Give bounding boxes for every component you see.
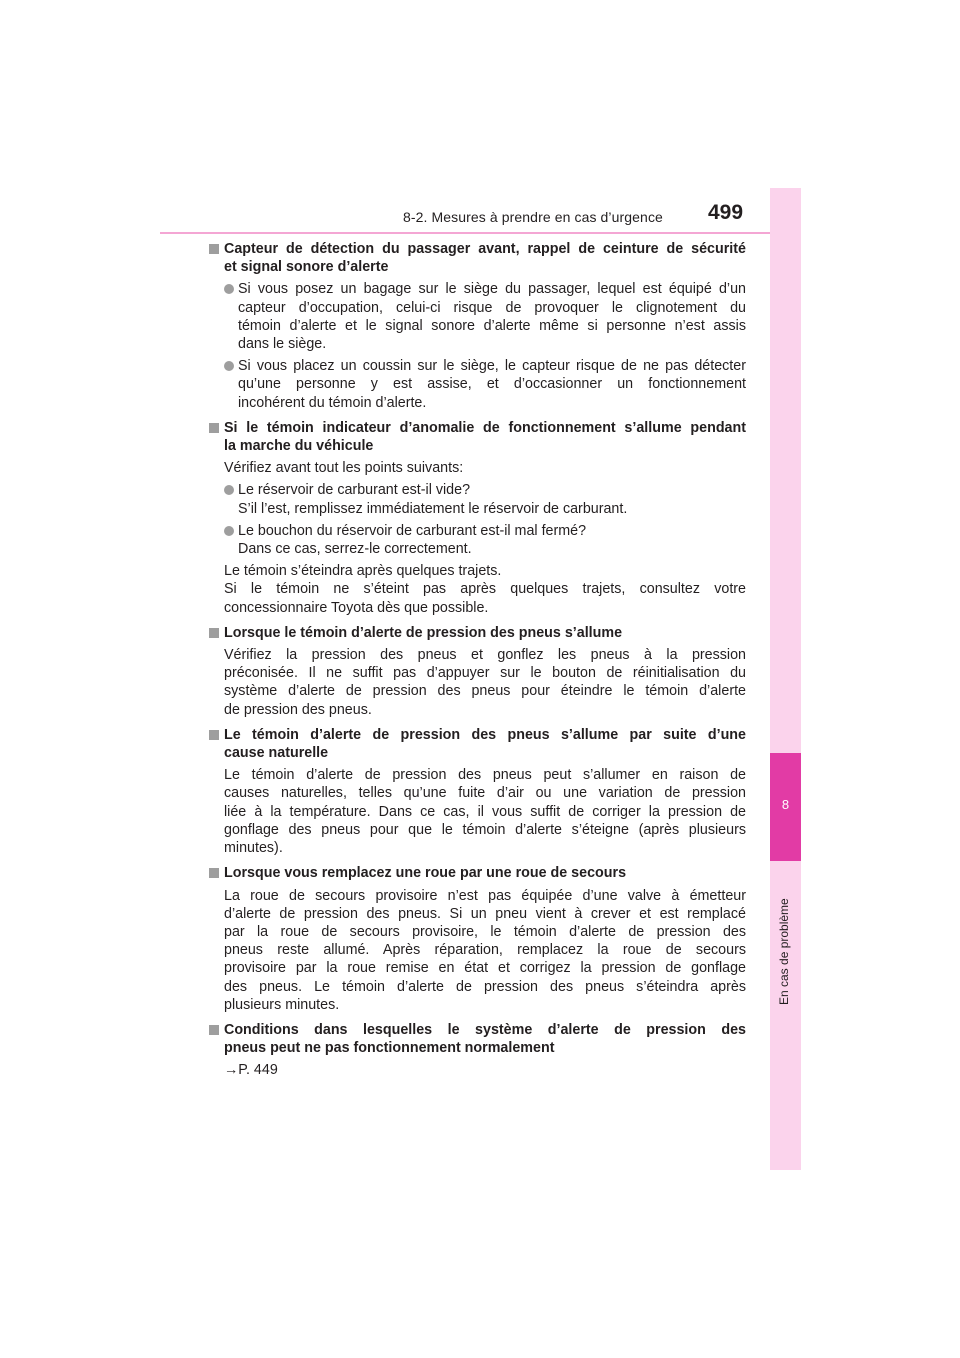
section-heading: Si le témoin indicateur d’anomalie de fonctionnement s’allume pendant la marche du véhicule (208, 419, 746, 455)
square-bullet-icon (209, 628, 219, 638)
list-item: Si vous placez un coussin sur le siège, le capteur risque de ne pas détecter qu’une personne y est assise, et d’occasionner un fonctionnement incohérent du témoin d’alerte. (208, 357, 746, 412)
section-heading: Lorsque le témoin d’alerte de pression des pneus s’allume (208, 624, 746, 642)
paragraph: Le témoin d’alerte de pression des pneus peut s’allumer en raison de causes naturelles, telles qu’une fuite d’air ou une variation de pression liée à la température. Dans ce cas, il vous suffit de corriger la pression de gonflage des pneus pour que le témoin d’alerte s’éteigne (après plusieurs minutes). (224, 767, 746, 857)
section-heading: Le témoin d’alerte de pression des pneus s’allume par suite d’une cause naturelle (208, 726, 746, 762)
square-bullet-icon (209, 730, 219, 740)
square-bullet-icon (209, 423, 219, 433)
list-item: Si vous posez un bagage sur le siège du passager, lequel est équipé d’un capteur d’occupation, celui-ci risque de provoquer le clignotement du témoin d’alerte et le signal sonore d’alerte même si personne n’est assis dans le siège. (208, 280, 746, 353)
list-item: Le réservoir de carburant est-il vide? S’il l’est, remplissez immédiatement le réservoir de carburant. (208, 481, 746, 517)
list-item: Le bouchon du réservoir de carburant est-il mal fermé? Dans ce cas, serrez-le correctement. (208, 522, 746, 558)
paragraph: Le témoin s’éteindra après quelques trajets. Si le témoin ne s’éteint pas après quelques trajets, consultez votre concessionnaire Toyota dès que possible. (224, 563, 746, 616)
square-bullet-icon (209, 1025, 219, 1035)
paragraph: La roue de secours provisoire n’est pas équipée d’une valve à émetteur d’alerte de pression des pneus. Si un pneu vient à crever et est remplacé par la roue de secours provisoire, le témoin d’alerte de pression des pneus reste allumé. Après réparation, remplacez la roue de secours provisoire par la roue remise en état et corrigez la pression de gonflage des pneus. Le témoin d’alerte de pression des pneus s’éteindra après plusieurs minutes. (224, 887, 746, 1013)
circle-bullet-icon (224, 526, 234, 536)
section-heading: Lorsque vous remplacez une roue par une roue de secours (208, 864, 746, 882)
chapter-side-tab (770, 188, 801, 1170)
page-reference-link[interactable]: →P. 449 (224, 1062, 278, 1079)
header-divider (160, 232, 770, 234)
square-bullet-icon (209, 244, 219, 254)
paragraph: Vérifiez la pression des pneus et gonflez les pneus à la pression préconisée. Il ne suffit pas d’appuyer sur le bouton de réinitialisation du système d’alerte de pression des pneus pour éteindre le témoin d’alerte de pression des pneus. (224, 647, 746, 718)
square-bullet-icon (209, 868, 219, 878)
section-heading: Conditions dans lesquelles le système d’alerte de pression des pneus peut ne pas fonctionnement normalement (208, 1021, 746, 1057)
section-heading: Capteur de détection du passager avant, rappel de ceinture de sécurité et signal sonore d’alerte (208, 240, 746, 276)
page-content (208, 240, 746, 1080)
header-section-title: 8-2. Mesures à prendre en cas d’urgence (403, 209, 663, 225)
chapter-tab-number: 8 (781, 797, 790, 812)
page-number: 499 (708, 201, 744, 224)
paragraph: Vérifiez avant tout les points suivants: (224, 460, 464, 477)
chapter-tab-label: En cas de problème (777, 898, 791, 1005)
